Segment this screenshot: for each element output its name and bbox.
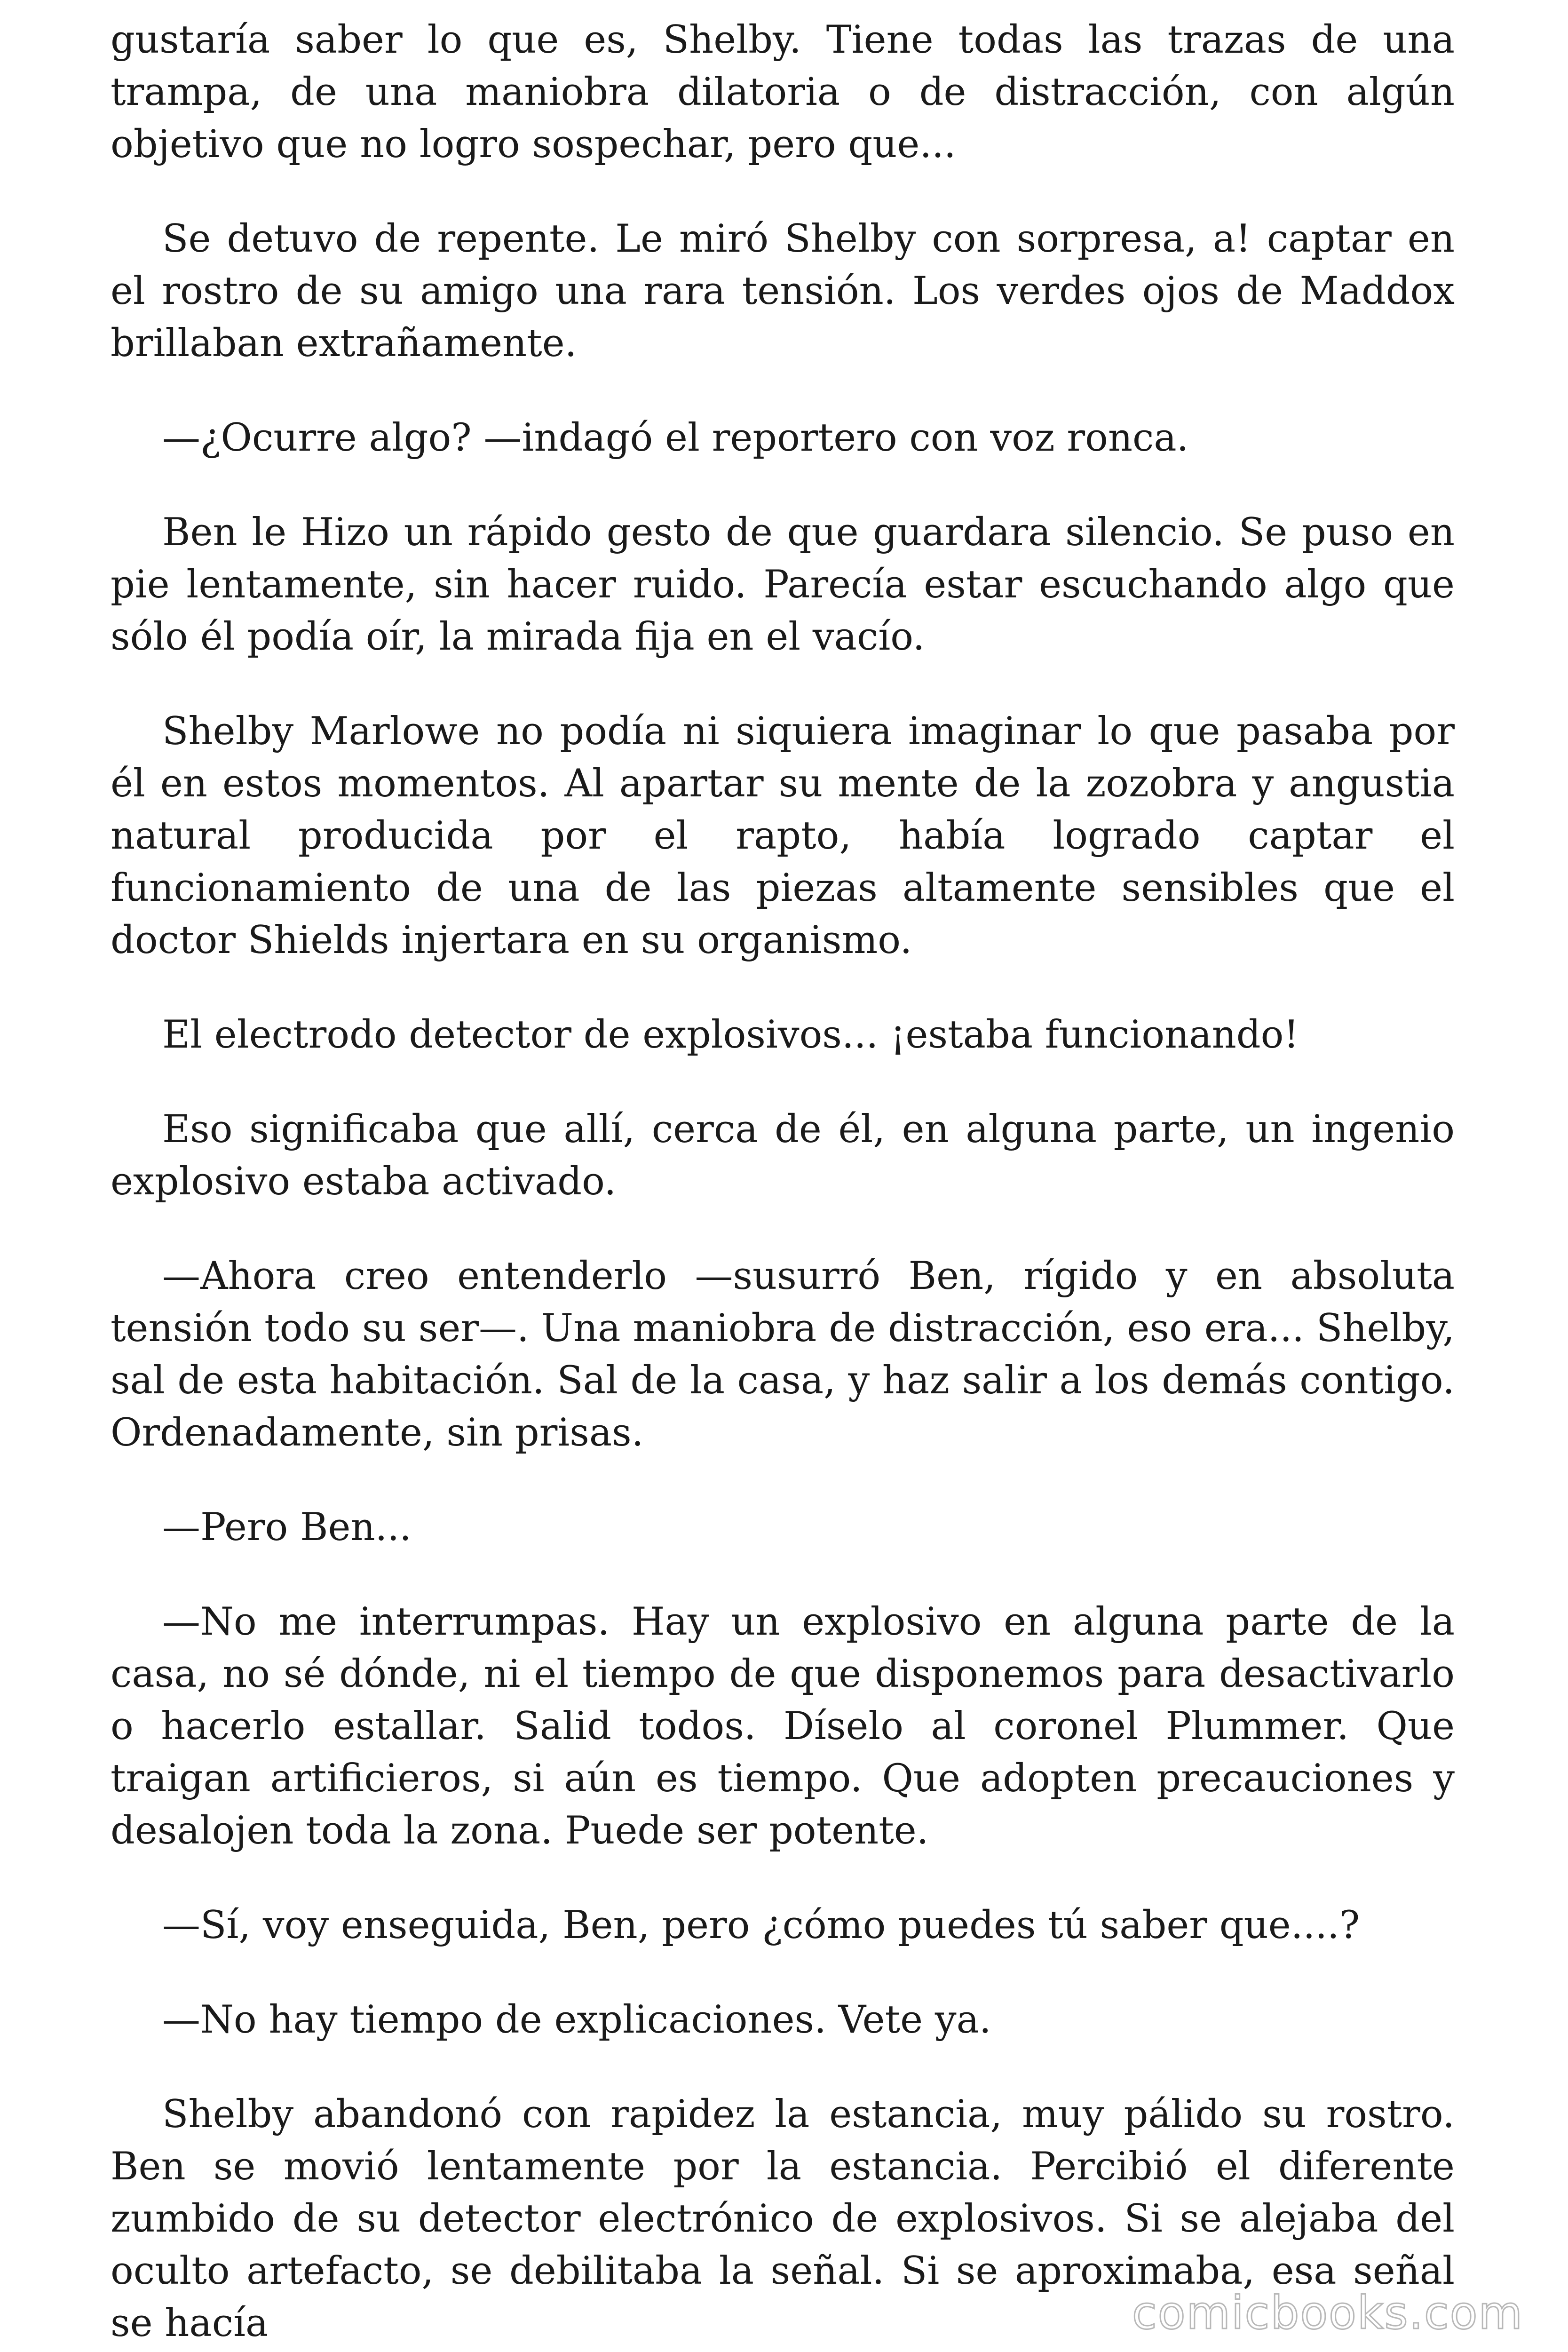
paragraph: gustaría saber lo que es, Shelby. Tiene todas las trazas de una trampa, de una maniobra dilatoria o de distracción, con algún objetivo que no logro sospechar, pero que... <box>111 18 1455 167</box>
paragraph: Ben le Hizo un rápido gesto de que guardara silencio. Se puso en pie lentamente, sin hacer ruido. Parecía estar escuchando algo que sólo él podía oír, la mirada fija en el vacío. <box>111 510 1455 659</box>
paragraph: El electrodo detector de explosivos... ¡estaba funcionando! <box>162 1013 1299 1057</box>
dialogue-paragraph: —Pero Ben... <box>162 1505 412 1549</box>
book-page <box>111 14 1455 2350</box>
dialogue-paragraph: —¿Ocurre algo? —indagó el reportero con voz ronca. <box>162 416 1189 460</box>
dialogue-paragraph: —Ahora creo entenderlo —susurró Ben, rígido y en absoluta tensión todo su ser—. Una maniobra de distracción, eso era... Shelby, sal de esta habitación. Sal de la casa, y haz salir a los demás contigo. Ordenadamente, sin prisas. <box>111 1254 1455 1455</box>
dialogue-paragraph: —Sí, voy enseguida, Ben, pero ¿cómo puedes tú saber que....? <box>162 1903 1360 1947</box>
paragraph: Shelby abandonó con rapidez la estancia, muy pálido su rostro. Ben se movió lentamente por la estancia. Percibió el diferente zumbido de su detector electrónico de explosivos. Si se alejaba del oculto artefacto, se debilitaba la señal. Si se aproximaba, esa señal se hacía <box>111 2092 1455 2345</box>
watermark: comicbooks.com <box>1132 2287 1523 2339</box>
dialogue-paragraph: —No hay tiempo de explicaciones. Vete ya. <box>162 1998 991 2042</box>
paragraph: Eso significaba que allí, cerca de él, en alguna parte, un ingenio explosivo estaba activado. <box>111 1107 1455 1204</box>
paragraph: Shelby Marlowe no podía ni siquiera imaginar lo que pasaba por él en estos momentos. Al apartar su mente de la zozobra y angustia natural producida por el rapto, había logrado captar el funcionamiento de una de las piezas altamente sensibles que el doctor Shields injertara en su organismo. <box>111 709 1455 962</box>
paragraph: Se detuvo de repente. Le miró Shelby con sorpresa, a! captar en el rostro de su amigo una rara tensión. Los verdes ojos de Maddox brillaban extrañamente. <box>111 217 1455 366</box>
dialogue-paragraph: —No me interrumpas. Hay un explosivo en alguna parte de la casa, no sé dónde, ni el tiempo de que disponemos para desactivarlo o hacerlo estallar. Salid todos. Díselo al coronel Plummer. Que traigan artificieros, si aún es tiempo. Que adopten precauciones y desalojen toda la zona. Puede ser potente. <box>111 1600 1455 1853</box>
